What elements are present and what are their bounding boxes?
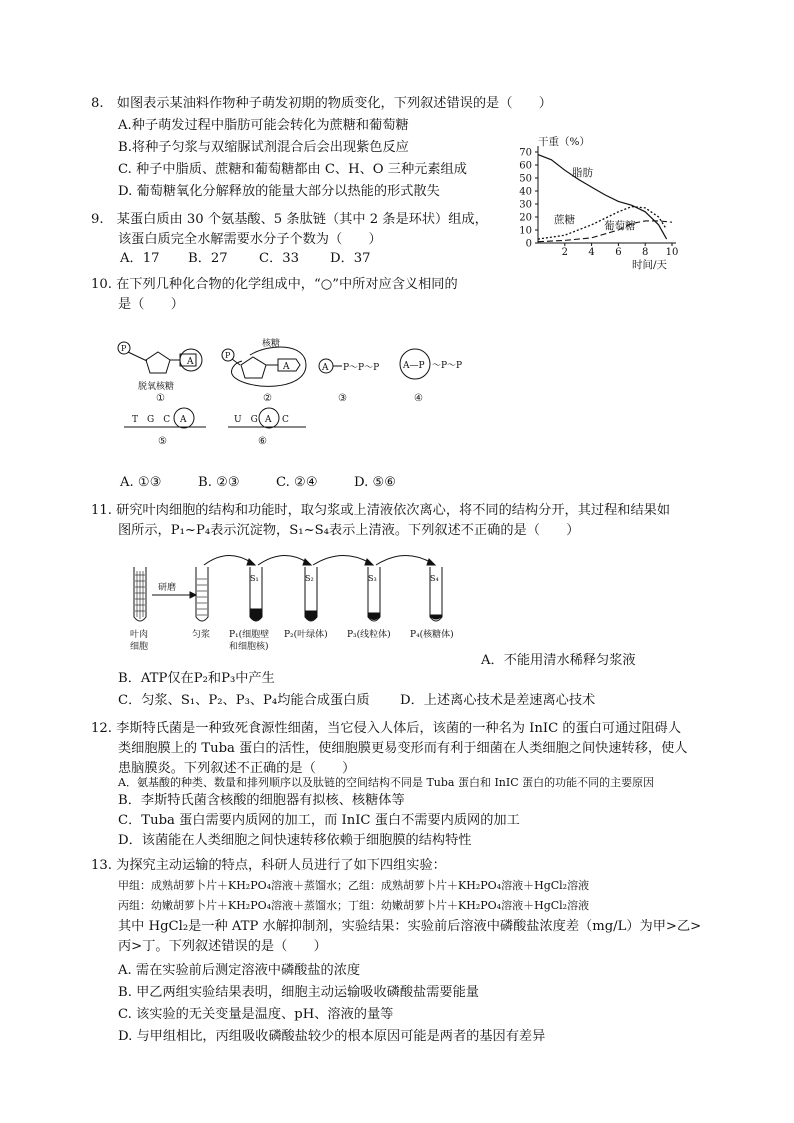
q11-option-a: A．不能用清水稀释匀浆液	[481, 653, 636, 668]
q13-groups-line1: 甲组：成熟胡萝卜片＋KH₂PO₄溶液＋蒸馏水；乙组：成熟胡萝卜片＋KH₂PO₄溶液＋HgCl₂溶液	[118, 879, 590, 892]
q11-fig-p2: P₂(叶绿体)	[284, 630, 328, 640]
q10-fig-rna-bases: U G	[234, 415, 258, 425]
q10-fig-label-2: ②	[263, 393, 272, 404]
q11-option-c: C．匀浆、S₁、P₂、P₃、P₄均能合成蛋白质	[118, 693, 370, 708]
chart-y-tick-label: 40	[519, 186, 532, 198]
q12-option-c: C．Tuba 蛋白需要内质网的加工，而 InIC 蛋白不需要内质网的加工	[118, 813, 520, 828]
q11-centrifuge-figure	[112, 545, 492, 665]
chart-y-tick-label: 50	[519, 173, 532, 185]
q10-option-a: A. ①③	[120, 475, 162, 490]
q12-option-b: B．李斯特氏菌含核酸的细胞器有拟核、核糖体等	[118, 793, 405, 808]
q8-option-d: D. 葡萄糖氧化分解释放的能量大部分以热能的形式散失	[118, 184, 440, 199]
q11-fig-leaf-line2: 细胞	[130, 642, 149, 652]
q11-fig-homogenate: 匀浆	[192, 630, 211, 640]
q12-stem-line1: 12. 李斯特氏菌是一种致死食源性细菌，当它侵入人体后，该菌的一种名为 InIC 的蛋白可通过阻碍人	[91, 721, 682, 736]
q10-fig-chain-3: P～P～P	[343, 363, 380, 373]
q13-groups-line2: 丙组：幼嫩胡萝卜片＋KH₂PO₄溶液＋蒸馏水；丁组：幼嫩胡萝卜片＋KH₂PO₄溶液＋HgCl₂溶液	[118, 899, 590, 912]
q10-fig-base-5: A	[180, 415, 187, 425]
chart-x-tick-label: 8	[642, 247, 649, 258]
q13-stem-line3: 其中 HgCl₂是一种 ATP 水解抑制剂，实验结果：实验前后溶液中磷酸盐浓度差（mg/L）为甲>乙>	[118, 919, 702, 934]
q10-stem: 10. 在下列几种化合物的化学组成中，“○”中所对应含义相同的	[91, 277, 458, 292]
q10-fig-sugar-2: 核糖	[262, 339, 281, 349]
q12-option-d: D．该菌能在人类细胞之间快速转移依赖于细胞膜的结构特性	[118, 833, 472, 848]
q10-fig-label-6: ⑥	[258, 436, 267, 447]
q11-stem-line2: 图所示，P₁~P₄表示沉淀物，S₁~S₄表示上清液。下列叙述不正确的是（ ）	[118, 523, 580, 538]
q8-chart-label-fat: 脂肪	[572, 167, 593, 179]
q8-line-chart	[512, 130, 692, 275]
q10-option-c: C. ②④	[276, 475, 318, 490]
q13-stem-line4: 丙>丁。下列叙述错误的是（ ）	[118, 939, 327, 954]
q10-fig-base-3: A	[322, 363, 329, 373]
q13-stem: 13. 为探究主动运输的特点，科研人员进行了如下四组实验：	[91, 858, 446, 873]
q10-fig-sugar-1: 脱氧核糖	[138, 382, 175, 392]
q11-fig-p1-line2: 和细胞核)	[229, 642, 269, 652]
q11-option-b: B．ATP仅在P₂和P₃中产生	[118, 671, 275, 686]
q10-fig-ap-4: A—P	[403, 361, 425, 371]
q12-stem-line3: 患脑膜炎。下列叙述不正确的是（ ）	[118, 761, 356, 776]
q10-fig-phosphate-1: P	[121, 344, 127, 353]
q11-fig-p3: P₃(线粒体)	[347, 630, 391, 640]
q13-option-b: B. 甲乙两组实验结果表明，细胞主动运输吸收磷酸盐需要能量	[118, 985, 479, 1000]
q13-option-c: C. 该实验的无关变量是温度、pH、溶液的量等	[118, 1007, 394, 1022]
q11-fig-p4: P₄(核糖体)	[410, 630, 454, 640]
q10-fig-label-5: ⑤	[158, 436, 167, 447]
q8-option-b: B.将种子匀浆与双缩脲试剂混合后会出现紫色反应	[118, 140, 409, 155]
q10-fig-phosphate-2: P	[225, 351, 231, 360]
q11-stem: 11. 研究叶肉细胞的结构和功能时，取匀浆或上清液依次离心，将不同的结构分开，其过程和结果如	[91, 503, 671, 518]
q10-fig-label-4: ④	[414, 393, 423, 404]
q9-stem-line2: 该蛋白质完全水解需要水分子个数为（ ）	[118, 232, 382, 247]
q10-stem-line2: 是（ ）	[118, 297, 184, 312]
chart-x-tick-label: 2	[561, 247, 568, 258]
chart-x-tick-label: 4	[588, 247, 595, 258]
q10-fig-label-3: ③	[338, 393, 347, 404]
q13-option-d: D. 与甲组相比，丙组吸收磷酸盐较少的根本原因可能是两者的基因有差异	[118, 1029, 546, 1044]
chart-y-tick-label: 60	[519, 160, 532, 172]
q8-chart-y-title: 干重（%）	[538, 136, 590, 148]
q10-fig-chain-4: ～P～P	[432, 361, 463, 371]
q9-option-c: C．33	[259, 251, 300, 266]
q9-option-d: D．37	[330, 251, 371, 266]
q11-fig-s3: S₃	[368, 574, 377, 583]
q12-stem-line2: 类细胞膜上的 Tuba 蛋白的活性，使细胞膜更易变形而有利于细菌在人类细胞之间快速转移，使人	[118, 741, 688, 756]
q10-compound-figure	[110, 335, 490, 455]
q10-fig-base-1: A	[187, 357, 194, 367]
chart-y-tick-label: 70	[519, 147, 532, 159]
q10-fig-rna-c: C	[282, 415, 289, 425]
q11-fig-p1-line1: P₁(细胞壁	[229, 630, 270, 640]
q10-fig-base-2: A	[283, 362, 290, 372]
q9-stem: 9. 某蛋白质由 30 个氨基酸、5 条肽链（其中 2 条是环状）组成，	[91, 212, 488, 227]
q11-fig-s4: S₄	[430, 574, 439, 583]
q13-option-a: A. 需在实验前后测定溶液中磷酸盐的浓度	[118, 963, 361, 978]
q8-chart-x-title: 时间/天	[632, 259, 668, 271]
q11-fig-grind: 研磨	[158, 583, 177, 593]
q10-option-b: B. ②③	[198, 475, 240, 490]
chart-y-tick-label: 30	[519, 199, 532, 211]
q8-option-c: C. 种子中脂质、蔗糖和葡萄糖都由 C、H、O 三种元素组成	[118, 162, 467, 177]
q11-fig-s1: S₁	[250, 574, 259, 583]
chart-y-tick-label: 20	[519, 212, 532, 224]
q8-stem: 8. 如图表示某油料作物种子萌发初期的物质变化，下列叙述错误的是（ ）	[91, 96, 552, 111]
q11-fig-s2: S₂	[305, 574, 314, 583]
q11-option-d: D．上述离心技术是差速离心技术	[400, 693, 596, 708]
q10-option-d: D. ⑤⑥	[354, 475, 397, 490]
chart-x-tick-label: 6	[615, 247, 622, 258]
chart-y-tick-label: 10	[519, 225, 532, 237]
chart-x-tick-label: 10	[665, 247, 679, 258]
q12-option-a: A．氨基酸的种类、数量和排列顺序以及肽链的空间结构不同是 Tuba 蛋白和 InIC 蛋白的功能不同的主要原因	[118, 776, 655, 789]
q10-fig-dna-bases: T G C	[132, 415, 171, 425]
chart-series-fat	[538, 155, 667, 240]
q8-chart-label-glucose: 葡萄糖	[604, 220, 636, 232]
q10-fig-base-6: A	[265, 415, 272, 425]
q8-chart-label-sucrose: 蔗糖	[554, 214, 575, 226]
chart-y-tick-label: 0	[525, 238, 532, 250]
q11-fig-leaf-line1: 叶肉	[130, 630, 149, 640]
q9-option-a: A．17	[120, 251, 160, 266]
q8-option-a: A.种子萌发过程中脂肪可能会转化为蔗糖和葡萄糖	[118, 118, 409, 133]
q9-option-b: B．27	[188, 251, 228, 266]
q10-fig-label-1: ①	[156, 393, 165, 404]
